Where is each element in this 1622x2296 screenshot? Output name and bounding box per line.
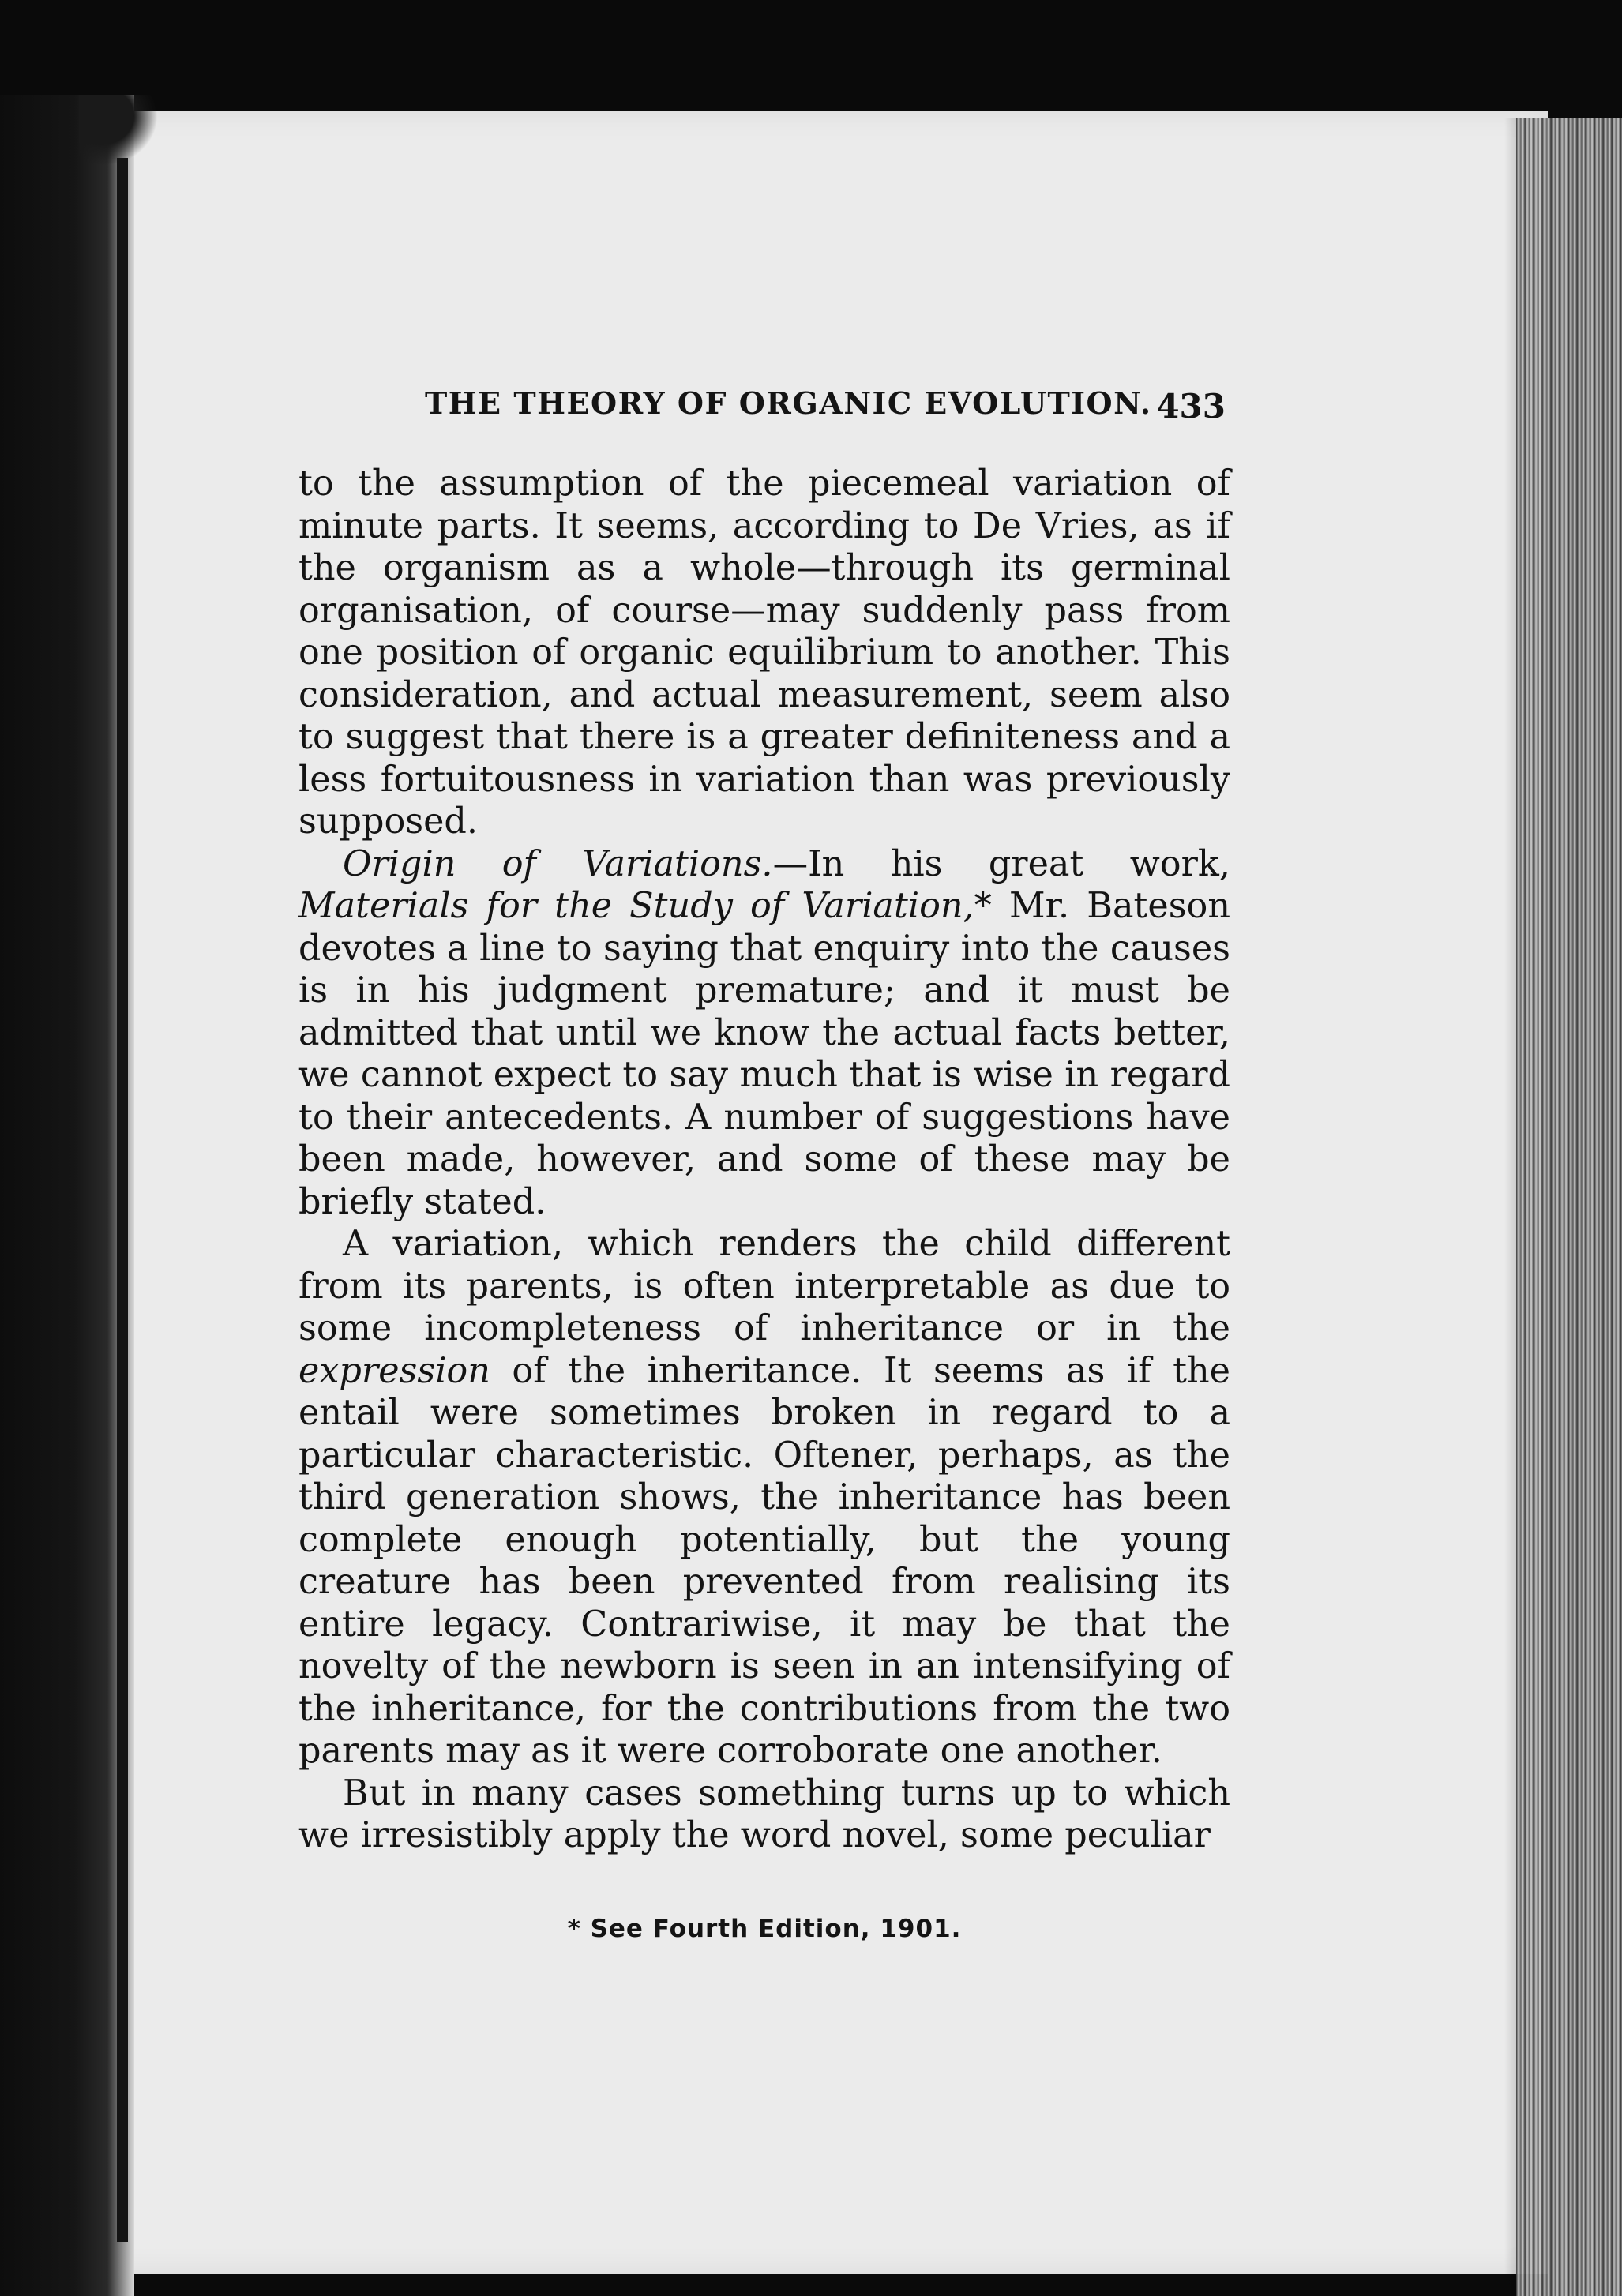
page-edges-stack [1516,118,1622,2296]
section-heading-origin-of-variations: Origin of Variations. [343,843,773,884]
paragraph-4-text: But in many cases something turns up to which we irresistibly apply the word novel, some peculiar [298,1773,1230,1855]
page-number: 433 [1156,387,1226,426]
cited-work-title: Materials for the Study of Variation, [298,886,974,926]
gutter-shadow-line [117,158,128,2242]
paragraph-1-text: to the assumption of the piecemeal variation of minute parts. It seems, according to De Vries, as if the organism as a whole—through its germinal organisation, of course—may suddenly pass from one position of organic equilibrium to another. This consideration, and actual measurement, seem also to suggest that there is a greater definiteness and a less fortuitousness in variation than was previously supposed. [298,463,1230,842]
page-content [298,379,1230,1943]
paragraph-1 [298,463,1230,843]
paragraph-3-text-b: of the inheritance. It seems as if the entail were sometimes broken in regard to a particular characteristic. Oftener, perhaps, as the third generation shows, the inheritance has been complete enough potentially, but the young creature has been prevented from realising its entire legacy. Contrariwise, it may be that the novelty of the newborn is seen in an intensifying of the inheritance, for the contributions from the two parents may as it were corroborate one another. [298,1350,1230,1771]
page-corner-curl [79,95,158,166]
emphasis-expression: expression [298,1350,490,1391]
body-text [298,463,1230,1857]
paragraph-3 [298,1223,1230,1773]
paragraph-4 [298,1773,1230,1857]
paragraph-3-text-a: A variation, which renders the child different from its parents, is often interpretable as due to some incompleteness of inheritance or in the [298,1224,1230,1349]
running-title: THE THEORY OF ORGANIC EVOLUTION. [425,385,1152,421]
paragraph-2 [298,843,1230,1224]
footnote: * See Fourth Edition, 1901. [567,1915,962,1943]
paragraph-2-text-b: * Mr. Bateson devotes a line to saying that enquiry into the causes is in his judgment premature; and it must be admitted that until we know the actual facts better, we cannot expect to say much that is wise in regard to their antecedents. A number of suggestions have been made, however, and some of these may be briefly stated. [298,886,1230,1222]
running-head [298,379,1230,436]
paragraph-2-text-a: —In his great work, [772,843,1230,884]
binding-gutter [0,95,134,2296]
